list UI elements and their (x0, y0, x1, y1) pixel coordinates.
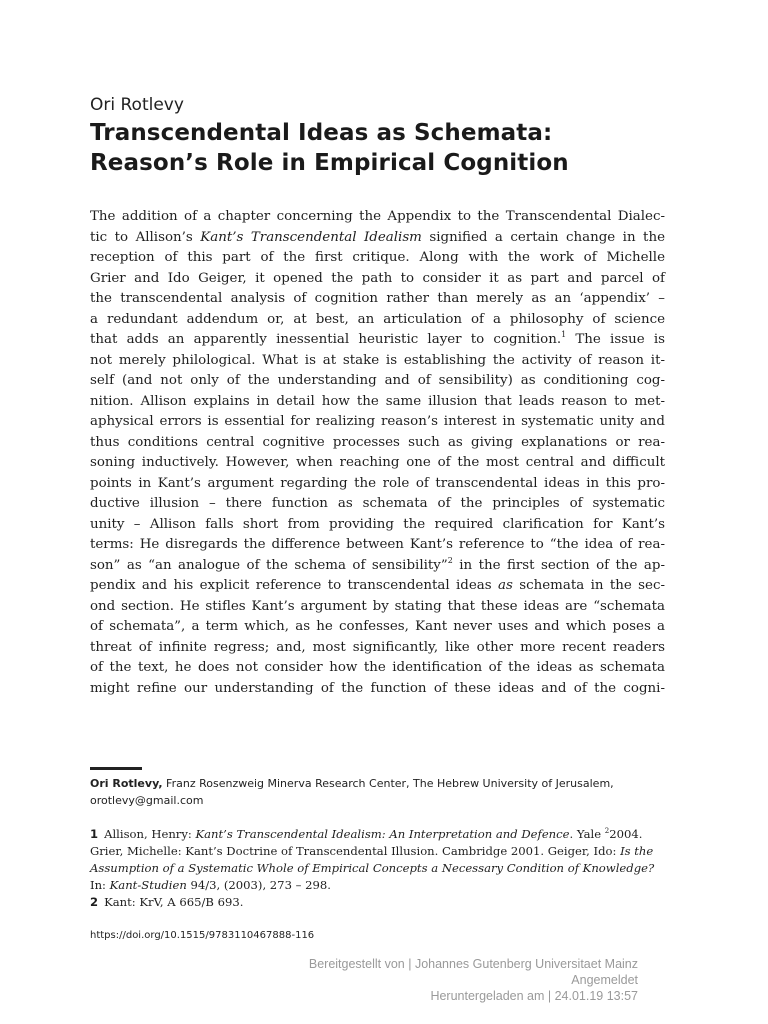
author-affiliation (90, 775, 665, 809)
footnote-1-line: In: Kant-Studien 94/3, (2003), 273 – 298. (90, 878, 331, 892)
stamp-downloaded: Heruntergeladen am | 24.01.19 13:57 (430, 989, 638, 1003)
affiliation-name: Ori Rotlevy, (90, 777, 163, 790)
body-line: ductive illusion – there function as schemata of the principles of systematic (90, 496, 665, 511)
body-line: terms: He disregards the difference between Kant’s reference to “the idea of rea- (90, 537, 665, 552)
body-line: might refine our understanding of the function of these ideas and of the cogni- (90, 680, 665, 696)
body-line: reception of this part of the first critique. Along with the work of Michelle (90, 250, 665, 265)
body-line: self (and not only of the understanding and of sensibility) as conditioning cog- (90, 373, 665, 388)
stamp-provider: Bereitgestellt von | Johannes Gutenberg Universitaet Mainz (308, 957, 638, 971)
body-line: aphysical errors is essential for realizing reason’s interest in systematic unity and (90, 414, 665, 429)
body-line: son” as “an analogue of the schema of sensibility”$^2$ in the first section of the ap- (90, 555, 665, 573)
footnotes (90, 826, 665, 911)
body-text (90, 207, 665, 699)
body-line: not merely philological. What is at stake is establishing the activity of reason it- (90, 352, 665, 368)
body-line: pendix and his explicit reference to transcendental ideas as schemata in the sec- (90, 578, 665, 593)
doi-link[interactable]: https://doi.org/10.1515/9783110467888-116 (90, 930, 315, 941)
footnote-2-line: 2 Kant: KrV, A 665/B 693. (90, 895, 244, 909)
footnote-1-line: Grier, Michelle: Kant’s Doctrine of Transcendental Illusion. Cambridge 2001. Geiger, Ido: Is the (90, 844, 654, 858)
emphasis: as (498, 578, 513, 593)
body-line: points in Kant’s argument regarding the role of transcendental ideas in this pro- (90, 475, 665, 491)
book-title: Kant’s Transcendental Idealism (200, 229, 422, 245)
footnote-ref-1[interactable]: 1 (561, 330, 567, 339)
title-line-2: Reason’s Role in Empirical Cognition (90, 150, 569, 176)
body-line: nition. Allison explains in detail how the same illusion that leads reason to met- (90, 393, 665, 409)
body-line: threat of infinite regress; and, most significantly, like other more recent readers (90, 639, 665, 655)
body-line: Grier and Ido Geiger, it opened the path to consider it as part and parcel of (90, 270, 665, 286)
body-line: The addition of a chapter concerning the Appendix to the Transcendental Dialec- (90, 209, 665, 224)
body-line: soning inductively. However, when reaching one of the most central and difficult (90, 455, 665, 470)
affiliation-institution: Franz Rosenzweig Minerva Research Center, The Hebrew University of Jerusalem, (162, 777, 614, 790)
footnote-number: 1 (90, 827, 99, 841)
author-name: Ori Rotlevy (90, 95, 184, 115)
body-line: unity – Allison falls short from providing the required clarification for Kant’s (90, 516, 665, 532)
footnote-1-line: 1 Allison, Henry: Kant’s Transcendental Idealism: An Interpretation and Defence. Yale $^2$2004. (90, 827, 643, 841)
footnote-divider (90, 767, 142, 770)
body-line: the transcendental analysis of cognition rather than merely as an ‘appendix’ – (90, 291, 665, 306)
body-line: thus conditions central cognitive processes such as giving explanations or rea- (90, 434, 665, 450)
footnote-number: 2 (90, 895, 99, 909)
body-line: of schemata”, a term which, as he confesses, Kant never uses and which poses a (90, 619, 665, 634)
footnote-1-line: Assumption of a Systematic Whole of Empirical Concepts a Necessary Condition of Knowledge? (90, 861, 655, 875)
chapter-title (90, 118, 690, 178)
stamp-status: Angemeldet (571, 973, 638, 987)
author-email[interactable]: orotlevy@gmail.com (90, 794, 204, 807)
body-line: tic to Allison’s Kant’s Transcendental Idealism signified a certain change in the (90, 229, 665, 245)
download-stamp (238, 956, 638, 1004)
title-line-1: Transcendental Ideas as Schemata: (90, 120, 553, 146)
body-line: that adds an apparently inessential heuristic layer to cognition.$^1$ The issue is (90, 330, 665, 347)
body-line: a redundant addendum or, at best, an articulation of a philosophy of science (90, 311, 665, 327)
footnote-ref-2[interactable]: 2 (447, 555, 453, 565)
body-line: ond section. He stifles Kant’s argument by stating that these ideas are “schemata (90, 598, 665, 614)
body-line: of the text, he does not consider how the identification of the ideas as schemata (90, 660, 665, 675)
